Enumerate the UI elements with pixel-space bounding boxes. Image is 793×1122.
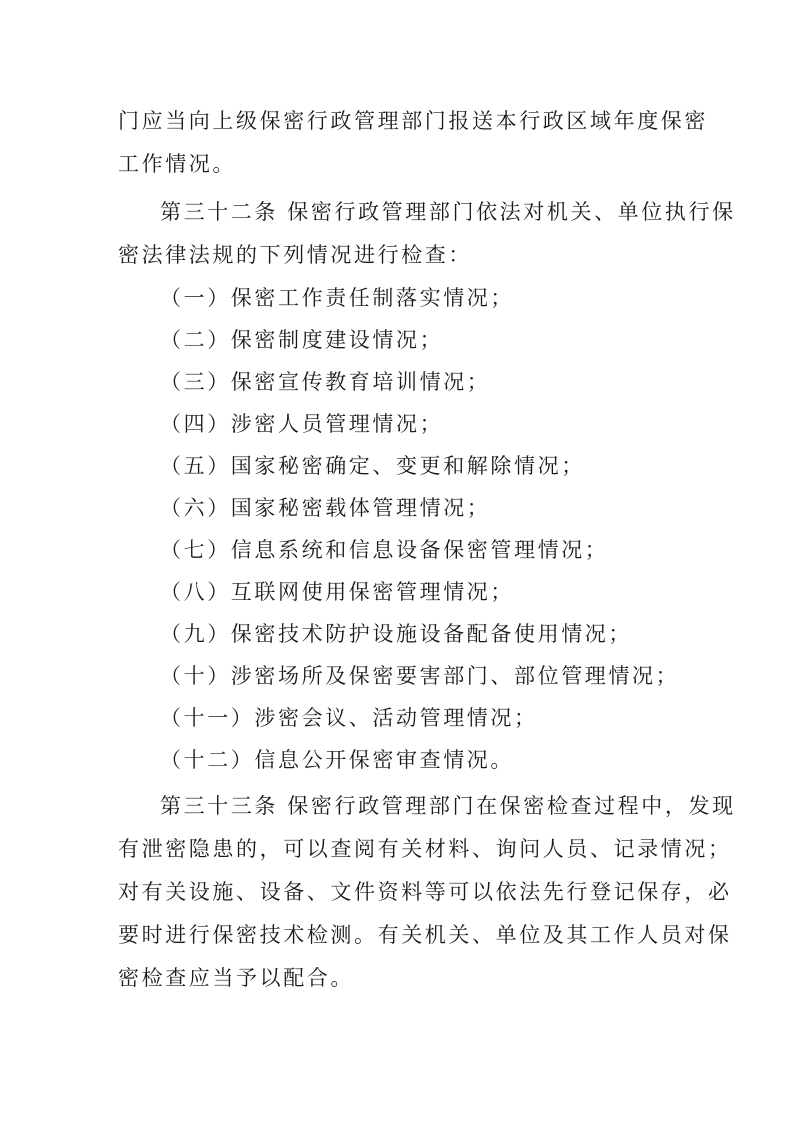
text-line-21: 密检查应当予以配合。 xyxy=(118,966,354,990)
text-line-20: 要时进行保密技术检测。有关机关、单位及其工作人员对保 xyxy=(118,923,732,947)
list-item-3: （三）保密宣传教育培训情况； xyxy=(160,370,491,394)
list-item-9: （九）保密技术防护设施设备配备使用情况； xyxy=(160,622,632,646)
article-32-heading-line: 第三十二条 保密行政管理部门依法对机关、单位执行保 xyxy=(160,200,736,224)
list-item-10: （十）涉密场所及保密要害部门、部位管理情况； xyxy=(160,664,680,688)
article-33-heading-line: 第三十三条 保密行政管理部门在保密检查过程中，发现 xyxy=(160,794,736,818)
list-item-12: （十二）信息公开保密审查情况。 xyxy=(160,748,514,772)
list-item-4: （四）涉密人员管理情况； xyxy=(160,412,444,436)
list-item-8: （八）互联网使用保密管理情况； xyxy=(160,580,514,604)
list-item-6: （六）国家秘密载体管理情况； xyxy=(160,496,491,520)
text-line-1: 门应当向上级保密行政管理部门报送本行政区域年度保密 xyxy=(118,109,708,133)
text-line-4: 密法律法规的下列情况进行检查： xyxy=(118,243,472,267)
list-item-5: （五）国家秘密确定、变更和解除情况； xyxy=(160,454,585,478)
text-line-18: 有泄密隐患的，可以查阅有关材料、询问人员、记录情况； xyxy=(118,837,732,861)
list-item-11: （十一）涉密会议、活动管理情况； xyxy=(160,706,538,730)
text-line-2: 工作情况。 xyxy=(118,152,236,176)
list-item-2: （二）保密制度建设情况； xyxy=(160,328,444,352)
list-item-7: （七）信息系统和信息设备保密管理情况； xyxy=(160,538,609,562)
text-line-19: 对有关设施、设备、文件资料等可以依法先行登记保存，必 xyxy=(118,880,732,904)
list-item-1: （一）保密工作责任制落实情况； xyxy=(160,286,514,310)
